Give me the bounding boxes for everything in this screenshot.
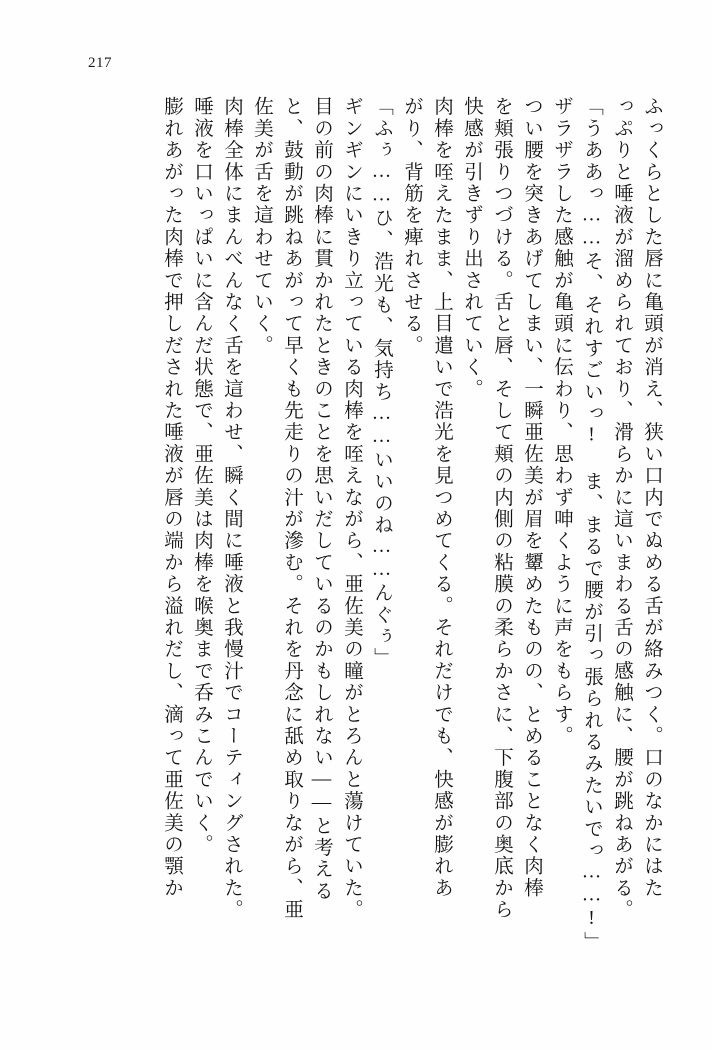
text-line: 肉棒を咥えたまま、上目遣いで浩光を見つめてくる。それだけでも、快感が膨れあ — [431, 96, 452, 899]
text-line: 肉棒全体にまんべんなく舌を這わせ、瞬く間に唾液と我慢汁でコーティングされた。 — [221, 96, 242, 921]
text-line: 目の前の肉棒に貫かれたときのことを思いだしているのかもしれない――と考える — [311, 96, 332, 902]
page-number: 217 — [88, 55, 112, 71]
text-line: 膨れあがった肉棒で押しだされた唾液が唇の端から溢れだし、滴って亜佐美の顎か — [161, 96, 182, 899]
text-line: がり、背筋を痺れさせる。 — [401, 96, 422, 357]
text-line: 快感が引きずり出されていく。 — [461, 96, 482, 400]
text-line: 「うああっ……そ、それすごいっ! ま、まるで腰が引っ張られるみたいでっ……!」 — [581, 96, 602, 953]
text-line: 唾液を口いっぱいに含んだ状態で、亜佐美は肉棒を喉奥まで呑みこんでいく。 — [191, 96, 212, 856]
text-line: つい腰を突きあげてしまい、一瞬亜佐美が眉を顰めたものの、とめることなく肉棒 — [521, 96, 542, 899]
text-line: ギンギンにいきり立っている肉棒を咥えながら、亜佐美の瞳がとろんと蕩けていた。 — [341, 96, 362, 921]
text-line: ふっくらとした唇に亀頭が消え、狭い口内でぬめる舌が絡みつく。口のなかにはた — [641, 96, 662, 899]
text-line: 佐美が舌を這わせていく。 — [251, 96, 272, 357]
text-line: っぷりと唾液が溜められており、滑らかに這いまわる舌の感触に、腰が跳ねあがる。 — [611, 96, 632, 921]
text-line: と、鼓動が跳ねあがって早くも先走りの汁が滲む。それを丹念に舐め取りながら、亜 — [281, 96, 302, 921]
text-line: を頬張りつづける。舌と唇、そして頬の内側の粘膜の柔らかさに、下腹部の奥底から — [491, 96, 512, 921]
text-line: ザラザラした感触が亀頭に伝わり、思わず呻くように声をもらす。 — [551, 96, 572, 747]
text-line: 「ふぅ……ひ、浩光も、気持ち……いいのね……んぐぅ」 — [371, 96, 392, 670]
body-text-block — [46, 96, 666, 996]
